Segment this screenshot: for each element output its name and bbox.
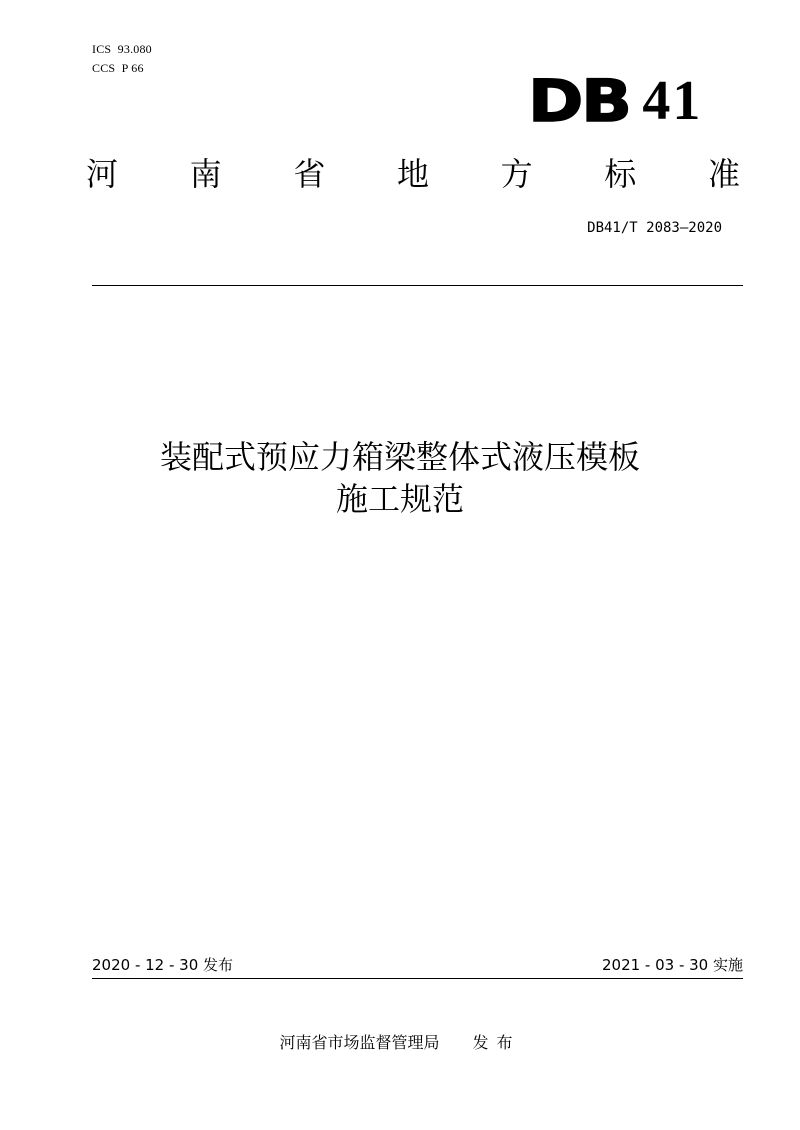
- standard-type-char: 地: [396, 155, 429, 193]
- publisher-line: [0, 1032, 800, 1054]
- db-logo-number: 41: [642, 70, 703, 132]
- standard-type-char: 省: [293, 155, 326, 193]
- ccs-code: CCS P 66: [92, 61, 144, 75]
- document-title-line-2: 施工规范: [335, 480, 464, 518]
- publisher-action: 发布: [472, 1033, 521, 1052]
- date-row: [92, 955, 743, 975]
- document-title-line-1: 装配式预应力箱梁整体式液压模板: [159, 438, 640, 476]
- issue-date: 2020 - 12 - 30 发布: [92, 956, 234, 974]
- standard-type-char: 南: [189, 155, 222, 193]
- standard-type-char: 方: [500, 155, 533, 193]
- ics-code: ICS 93.080: [92, 42, 152, 56]
- db41-logo: [528, 67, 708, 135]
- standard-type-char: 标: [604, 155, 637, 193]
- publisher-org: 河南省市场监督管理局: [279, 1033, 440, 1052]
- standard-type-char: 准: [707, 155, 740, 193]
- standard-number: DB41/T 2083—2020: [587, 220, 722, 236]
- classification-codes: [92, 40, 152, 78]
- effective-date: 2021 - 03 - 30 实施: [601, 956, 743, 974]
- top-divider: [92, 285, 743, 286]
- db-logo-letters: DB: [528, 67, 630, 135]
- document-title: [0, 436, 800, 520]
- standard-type-char: 河: [86, 155, 119, 193]
- standard-type-heading: [86, 154, 740, 194]
- bottom-divider: [92, 978, 743, 979]
